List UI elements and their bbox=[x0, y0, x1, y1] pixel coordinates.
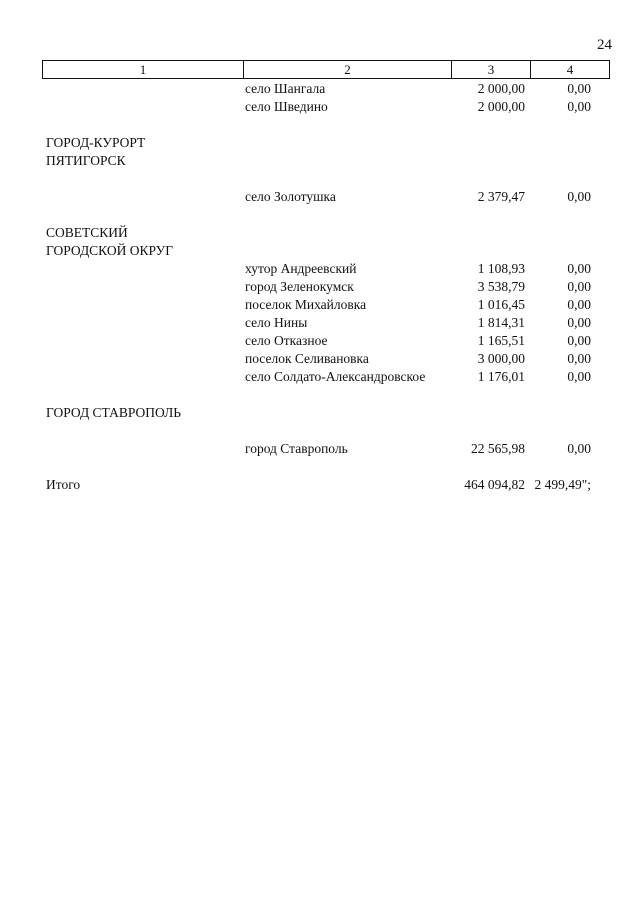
table-row bbox=[42, 296, 605, 314]
extra-value: 0,00 bbox=[567, 315, 591, 330]
settlement-name: село Золотушка bbox=[245, 189, 336, 204]
extra-value: 0,00 bbox=[567, 441, 591, 456]
district-row bbox=[42, 404, 605, 422]
extra-value: 0,00 bbox=[567, 351, 591, 366]
district-row bbox=[42, 242, 605, 260]
amount-value: 3 000,00 bbox=[477, 351, 525, 366]
table-row bbox=[42, 332, 605, 350]
extra-value: 0,00 bbox=[567, 189, 591, 204]
amount-value: 22 565,98 bbox=[471, 441, 525, 456]
table-row bbox=[42, 98, 605, 116]
data-table bbox=[42, 80, 605, 494]
table-row bbox=[42, 368, 605, 386]
header-col-2: 2 bbox=[244, 61, 452, 79]
table-row bbox=[42, 440, 605, 458]
table-row bbox=[42, 260, 605, 278]
extra-value: 0,00 bbox=[567, 99, 591, 114]
header-col-3: 3 bbox=[452, 61, 531, 79]
settlement-name: село Шангала bbox=[245, 81, 326, 96]
header-col-4: 4 bbox=[531, 61, 610, 79]
extra-value: 0,00 bbox=[567, 297, 591, 312]
settlement-name: город Зеленокумск bbox=[245, 279, 354, 294]
settlement-name: село Нины bbox=[245, 315, 308, 330]
district-row bbox=[42, 224, 605, 242]
extra-value: 0,00 bbox=[567, 81, 591, 96]
table-header bbox=[42, 60, 610, 79]
amount-value: 2 000,00 bbox=[477, 99, 525, 114]
amount-value: 1 108,93 bbox=[477, 261, 525, 276]
district-name: СОВЕТСКИЙ bbox=[46, 225, 128, 240]
amount-value: 1 165,51 bbox=[477, 333, 525, 348]
total-extra: 2 499,49"; bbox=[534, 477, 591, 492]
settlement-name: поселок Михайловка bbox=[245, 297, 367, 312]
district-row bbox=[42, 134, 605, 152]
amount-value: 1 176,01 bbox=[477, 369, 525, 384]
extra-value: 0,00 bbox=[567, 261, 591, 276]
settlement-name: село Солдато-Александровское bbox=[245, 369, 426, 384]
extra-value: 0,00 bbox=[567, 369, 591, 384]
table-row bbox=[42, 314, 605, 332]
settlement-name: село Отказное bbox=[245, 333, 328, 348]
total-label: Итого bbox=[46, 477, 81, 492]
settlement-name: хутор Андреевский bbox=[245, 261, 357, 276]
table-row bbox=[42, 350, 605, 368]
extra-value: 0,00 bbox=[567, 279, 591, 294]
district-name: ГОРОД-КУРОРТ bbox=[46, 135, 146, 150]
amount-value: 3 538,79 bbox=[477, 279, 525, 294]
district-row bbox=[42, 152, 605, 170]
table-row bbox=[42, 278, 605, 296]
table-row bbox=[42, 80, 605, 98]
settlement-name: поселок Селивановка bbox=[245, 351, 369, 366]
amount-value: 1 016,45 bbox=[477, 297, 525, 312]
header-col-1: 1 bbox=[43, 61, 244, 79]
table-row bbox=[42, 188, 605, 206]
district-name: ПЯТИГОРСК bbox=[46, 153, 126, 168]
settlement-name: село Шведино bbox=[245, 99, 328, 114]
amount-value: 2 000,00 bbox=[477, 81, 525, 96]
extra-value: 0,00 bbox=[567, 333, 591, 348]
district-name: ГОРОДСКОЙ ОКРУГ bbox=[46, 243, 174, 258]
total-amount: 464 094,82 bbox=[464, 477, 525, 492]
district-name: ГОРОД СТАВРОПОЛЬ bbox=[46, 405, 182, 420]
total-row bbox=[42, 476, 605, 494]
page-number: 24 bbox=[597, 37, 612, 53]
amount-value: 2 379,47 bbox=[477, 189, 525, 204]
settlement-name: город Ставрополь bbox=[245, 441, 348, 456]
amount-value: 1 814,31 bbox=[477, 315, 525, 330]
